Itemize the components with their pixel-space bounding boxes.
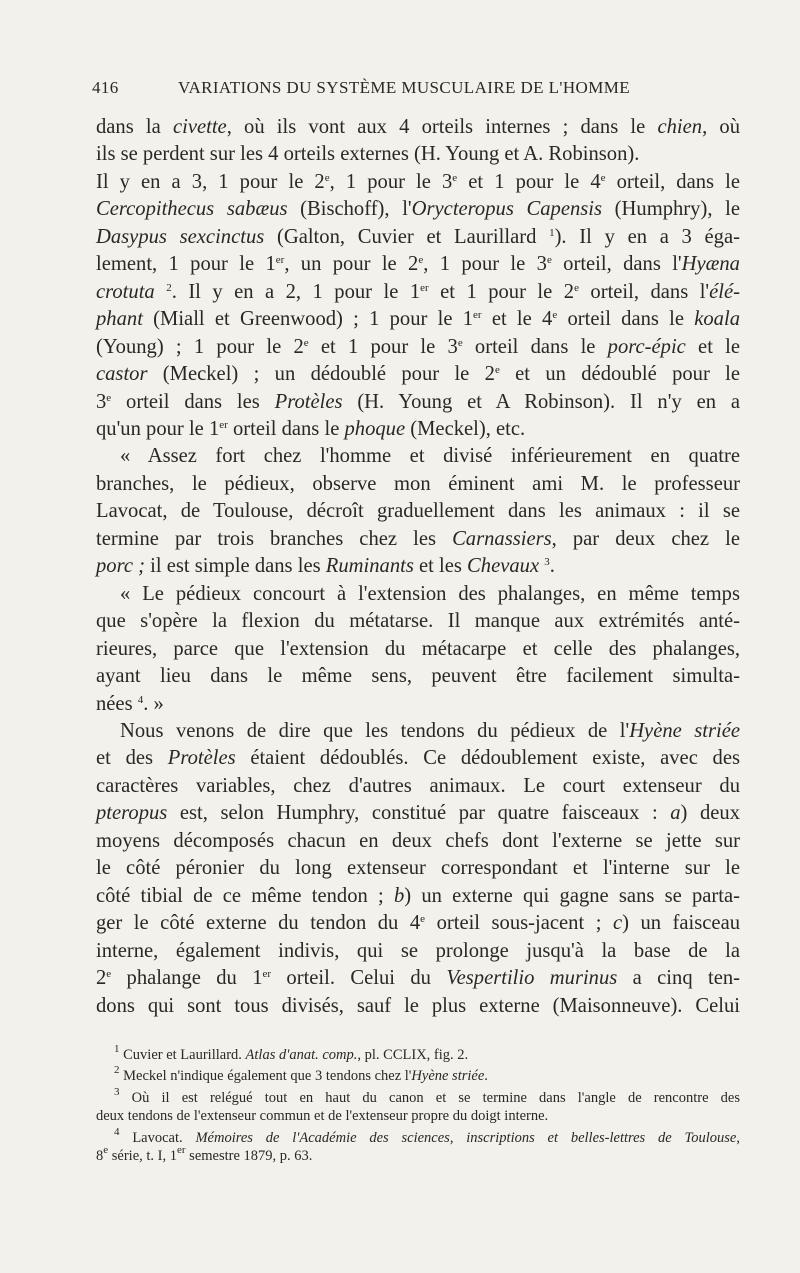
footnote-3-line-1 — [96, 1085, 740, 1107]
footnote-1 — [96, 1043, 740, 1064]
body-line-8-seg-4: e — [552, 309, 558, 322]
body-line-33-seg-0: dons qui sont tous divisés, sauf le plus externe (Maisonneuve). Celui — [96, 994, 740, 1017]
body-line-11-seg-2: orteil dans les — [111, 390, 275, 413]
footnote-1-line-1-seg-0: 1 — [114, 1043, 120, 1055]
footnote-4-line-1-seg-1: Lavocat. — [119, 1129, 196, 1146]
body-line-4 — [96, 196, 740, 223]
body-line-6-seg-3: e — [418, 254, 424, 267]
body-line-1-seg-3: chien — [657, 116, 703, 138]
footnotes — [96, 1043, 740, 1165]
body-line-9-seg-4: orteil dans le — [462, 335, 608, 358]
body-line-32-seg-2: phalange du 1 — [111, 967, 263, 990]
body-line-3 — [96, 169, 740, 196]
body-line-3-seg-2: , 1 pour le 3 — [329, 170, 453, 193]
running-header — [92, 78, 740, 98]
footnote-3-line-2-seg-0: deux tendons de l'extenseur commun et de l'extenseur propre du doigt interne. — [96, 1108, 549, 1125]
body-line-7 — [96, 279, 740, 306]
body-line-32 — [96, 965, 740, 992]
body-line-19-seg-0: que s'opère la flexion du métatarse. Il manque aux extrémités anté- — [96, 610, 740, 633]
body-line-15 — [96, 498, 740, 525]
footnote-4-line-1-seg-3: , — [736, 1129, 740, 1146]
body-line-9-seg-2: et 1 pour le 3 — [308, 335, 458, 358]
body-line-12-seg-3: phoque — [344, 417, 406, 440]
body-line-6-seg-1: er — [275, 254, 285, 267]
body-line-17 — [96, 553, 740, 580]
body-line-5 — [96, 224, 740, 251]
body-line-29-seg-1: b — [393, 884, 405, 907]
body-line-5-seg-1: (Galton, Cuvier et Laurillard — [264, 225, 550, 248]
body-line-9-seg-1: e — [303, 336, 309, 349]
body-line-26-seg-1: est, selon Humphry, constitué par quatre faisceaux : — [167, 802, 671, 825]
body-line-13-seg-0: « Assez fort chez l'homme et divisé inférieurement en quatre — [120, 445, 740, 468]
body-line-31 — [96, 938, 740, 965]
body-line-5-seg-0: Dasypus sexcinctus — [96, 225, 265, 248]
body-line-12-seg-1: er — [219, 418, 228, 431]
body-line-28-seg-0: le côté péronier du long extenseur correspondant et l'interne sur le — [96, 857, 740, 880]
body-line-2 — [96, 141, 740, 168]
body-line-6-seg-7: Hyæna — [681, 253, 740, 276]
body-line-10 — [96, 361, 740, 388]
body-line-14 — [96, 471, 740, 498]
body-line-20 — [96, 636, 740, 663]
body-line-31-seg-0: interne, également indivis, qui se prolonge jusqu'à la base de la — [96, 939, 740, 962]
footnote-1-line-1-seg-2: Atlas d'anat. comp. — [245, 1047, 358, 1063]
body-line-28 — [96, 855, 740, 882]
body-line-10-seg-0: castor — [96, 363, 148, 386]
body-line-32-seg-4: orteil. Celui du — [271, 967, 447, 990]
body-line-1-seg-2: , où ils vont aux 4 orteils internes ; dans le — [226, 116, 658, 138]
page-number: 416 — [92, 78, 119, 97]
body-line-14-seg-0: branches, le pédieux, observe mon éminent ami M. le professeur — [96, 472, 740, 495]
body-line-22 — [96, 691, 740, 718]
body-line-33 — [96, 993, 740, 1020]
body-line-11-seg-1: e — [106, 391, 112, 404]
body-line-7-seg-8: élé- — [709, 280, 741, 303]
body-line-12-seg-4: (Meckel), etc. — [405, 417, 526, 440]
body-line-10-seg-3: et un dédoublé pour le — [499, 363, 741, 386]
footnote-4-line-1 — [96, 1125, 740, 1147]
body-line-11-seg-4: (H. Young et A Robinson). Il n'y en a — [342, 390, 740, 413]
body-line-15-seg-0: Lavocat, de Toulouse, décroît graduellement dans les animaux : il se — [96, 500, 740, 523]
body-line-23-seg-1: Hyène striée — [629, 719, 740, 742]
footnote-4-line-2-seg-4: semestre 1879, p. 63. — [185, 1148, 313, 1165]
body-line-25-seg-0: caractères variables, chez d'autres animaux. Le court extenseur du — [96, 774, 740, 797]
body-line-30-seg-2: orteil sous-jacent ; — [425, 912, 613, 935]
footnote-2-line-1-seg-1: Meckel n'indique également que 3 tendons chez l' — [119, 1068, 412, 1085]
body-line-30-seg-3: c — [612, 912, 623, 935]
body-line-6-seg-0: lement, 1 pour le 1 — [96, 253, 276, 276]
body-line-24 — [96, 745, 740, 772]
body-line-11-seg-0: 3 — [96, 390, 107, 413]
body-line-1 — [96, 114, 740, 141]
body-line-6-seg-6: orteil, dans l' — [551, 253, 682, 276]
body-line-11 — [96, 389, 740, 416]
body-line-32-seg-3: er — [262, 968, 272, 981]
body-line-30-seg-4: ) un faisceau — [622, 912, 741, 935]
body-line-17-seg-0: porc ; — [96, 555, 145, 578]
body-line-1-seg-4: , où — [702, 116, 740, 138]
body-line-27 — [96, 828, 740, 855]
body-line-6-seg-5: e — [546, 254, 552, 267]
footnote-2 — [96, 1064, 740, 1085]
footnote-4-line-2-seg-1: e — [103, 1144, 109, 1157]
body-line-22-seg-0: nées — [96, 692, 138, 715]
body-line-30-seg-0: ger le côté externe du tendon du 4 — [96, 912, 421, 935]
body-line-22-seg-2: . » — [143, 692, 164, 715]
body-line-3-seg-1: e — [324, 171, 330, 184]
body-line-1-seg-1: civette — [172, 116, 227, 138]
footnote-3 — [96, 1085, 740, 1126]
footnote-2-line-1 — [96, 1064, 740, 1085]
body-line-7-seg-3: . Il y en a 2, 1 pour le 1 — [171, 280, 421, 303]
footnote-3-line-2 — [96, 1107, 740, 1125]
body-line-17-seg-4: Chevaux — [467, 555, 540, 578]
body-line-17-seg-1: il est simple dans les — [145, 555, 326, 578]
footnote-4-line-2 — [96, 1144, 740, 1165]
footnote-3-line-1-seg-1: Où il est relégué tout en haut du canon et se termine dans l'angle de rencontre des — [119, 1089, 740, 1106]
body-line-4-seg-1: (Bischoff), l' — [287, 198, 412, 221]
body-line-7-seg-6: e — [574, 281, 579, 294]
footnote-1-line-1-seg-3: , pl. CCLIX, fig. 2. — [357, 1047, 469, 1063]
footnote-4-line-1-seg-2: Mémoires de l'Académie des sciences, inscriptions et belles-lettres de Toulouse — [195, 1129, 737, 1146]
body-line-4-seg-0: Cercopithecus sabæus — [96, 198, 288, 221]
body-line-3-seg-3: e — [452, 171, 458, 184]
body-line-2-seg-0: ils se perdent sur les 4 orteils externes (H. Young et A. Robinson). — [96, 143, 640, 166]
footnote-2-line-1-seg-0: 2 — [114, 1064, 120, 1077]
footnote-4 — [96, 1125, 740, 1166]
body-line-11-seg-3: Protèles — [274, 390, 343, 413]
body-line-24-seg-2: étaient dédoublés. Ce dédoublement existe, avec des — [235, 747, 740, 770]
body-line-16-seg-0: termine par trois branches chez les — [96, 527, 453, 550]
body-line-7-seg-7: orteil, dans l' — [578, 280, 710, 303]
body-line-25 — [96, 773, 740, 800]
body-line-8 — [96, 306, 740, 333]
body-line-10-seg-1: (Meckel) ; un dédoublé pour le 2 — [147, 363, 495, 386]
body-line-21 — [96, 663, 740, 690]
body-line-13 — [96, 443, 740, 470]
body-line-32-seg-1: e — [106, 968, 112, 981]
body-line-12-seg-2: orteil dans le — [227, 417, 345, 440]
footnote-2-line-1-seg-3: . — [484, 1068, 488, 1085]
body-line-26-seg-2: a — [670, 802, 681, 825]
body-line-8-seg-1: (Miall et Greenwood) ; 1 pour le 1 — [142, 308, 474, 331]
body-line-18-seg-0: « Le pédieux concourt à l'extension des phalanges, en même temps — [120, 582, 740, 605]
body-line-7-seg-2: 2 — [166, 281, 172, 294]
body-line-5-seg-3: ). Il y en a 3 éga- — [554, 225, 740, 248]
body-line-19 — [96, 608, 740, 635]
body-line-3-seg-0: Il y en a 3, 1 pour le 2 — [96, 170, 325, 193]
body-text — [96, 114, 740, 1020]
running-title: VARIATIONS DU SYSTÈME MUSCULAIRE DE L'HOMME — [177, 78, 631, 97]
body-line-17-seg-3: et les — [413, 555, 468, 578]
body-line-3-seg-4: et 1 pour le 4 — [457, 170, 601, 193]
footnote-2-line-1-seg-2: Hyène striée — [411, 1068, 485, 1085]
body-line-6-seg-2: , un pour le 2 — [284, 253, 419, 276]
footnote-4-line-2-seg-2: série, t. I, 1 — [108, 1148, 177, 1165]
body-line-29-seg-2: ) un externe qui gagne sans se parta- — [404, 884, 740, 907]
body-line-9 — [96, 334, 740, 361]
body-line-29-seg-0: côté tibial de ce même tendon ; — [96, 884, 394, 907]
body-line-30 — [96, 910, 740, 937]
body-line-3-seg-6: orteil, dans le — [605, 170, 741, 193]
body-line-16 — [96, 526, 740, 553]
body-line-23-seg-0: Nous venons de dire que les tendons du pédieux de l' — [120, 719, 630, 742]
body-line-16-seg-1: Carnassiers — [452, 527, 552, 550]
body-line-32-seg-5: Vespertilio murinus — [446, 967, 618, 990]
footnote-3-line-1-seg-0: 3 — [114, 1085, 120, 1098]
footnote-1-line-1-seg-1: Cuvier et Laurillard. — [119, 1047, 246, 1063]
body-line-24-seg-0: et des — [96, 747, 168, 770]
body-line-21-seg-0: ayant lieu dans le même sens, peuvent être facilement simulta- — [96, 665, 740, 688]
footnote-4-line-1-seg-0: 4 — [114, 1125, 120, 1138]
body-line-7-seg-4: er — [420, 281, 429, 294]
body-line-10-seg-2: e — [494, 364, 500, 377]
body-line-30-seg-1: e — [420, 913, 426, 926]
body-line-16-seg-2: , par deux chez le — [551, 527, 740, 550]
body-line-29 — [96, 883, 740, 910]
body-line-7-seg-5: et 1 pour le 2 — [428, 280, 575, 303]
body-line-23 — [96, 718, 740, 745]
body-line-8-seg-2: er — [473, 309, 482, 322]
footnote-4-line-2-seg-0: 8 — [96, 1148, 104, 1165]
body-line-1-seg-0: dans la — [96, 116, 173, 138]
body-line-24-seg-1: Protèles — [167, 747, 236, 770]
body-line-27-seg-0: moyens décomposés chacun en deux chefs dont l'externe se jette sur — [96, 829, 740, 852]
body-line-26-seg-3: ) deux — [680, 802, 740, 825]
body-line-9-seg-6: et le — [685, 335, 740, 358]
body-line-4-seg-2: Orycteropus Capensis — [411, 198, 603, 221]
body-line-26 — [96, 800, 740, 827]
body-line-9-seg-3: e — [457, 336, 463, 349]
body-line-9-seg-5: porc-épic — [607, 335, 686, 358]
body-line-22-seg-1: 4 — [137, 693, 144, 706]
body-line-8-seg-3: et le 4 — [481, 308, 553, 331]
body-line-8-seg-0: phant — [96, 308, 143, 331]
footnote-4-line-2-seg-3: er — [177, 1144, 186, 1157]
body-line-17-seg-7: . — [549, 555, 555, 578]
body-line-6-seg-4: , 1 pour le 3 — [423, 253, 547, 276]
body-line-32-seg-0: 2 — [96, 967, 107, 990]
body-line-7-seg-0: crotuta — [96, 280, 155, 303]
body-line-9-seg-0: (Young) ; 1 pour le 2 — [96, 335, 304, 358]
body-line-32-seg-6: a cinq ten- — [617, 967, 740, 990]
body-line-8-seg-6: koala — [694, 308, 741, 331]
body-line-5-seg-2: 1 — [549, 226, 555, 239]
body-line-4-seg-3: (Humphry), le — [602, 198, 740, 221]
body-line-12-seg-0: qu'un pour le 1 — [96, 417, 220, 440]
body-line-6 — [96, 251, 740, 278]
body-line-17-seg-2: Ruminants — [325, 555, 414, 578]
body-line-8-seg-5: orteil dans le — [557, 308, 695, 331]
body-line-12 — [96, 416, 740, 443]
body-line-7-seg-1 — [155, 281, 166, 303]
body-line-3-seg-5: e — [600, 171, 606, 184]
body-line-26-seg-0: pteropus — [96, 802, 168, 825]
body-line-17-seg-6: 3 — [544, 556, 550, 569]
body-line-20-seg-0: rieures, parce que l'extension du métacarpe et celle des phalanges, — [96, 637, 740, 660]
body-line-18 — [96, 581, 740, 608]
footnote-1-line-1 — [96, 1043, 740, 1064]
